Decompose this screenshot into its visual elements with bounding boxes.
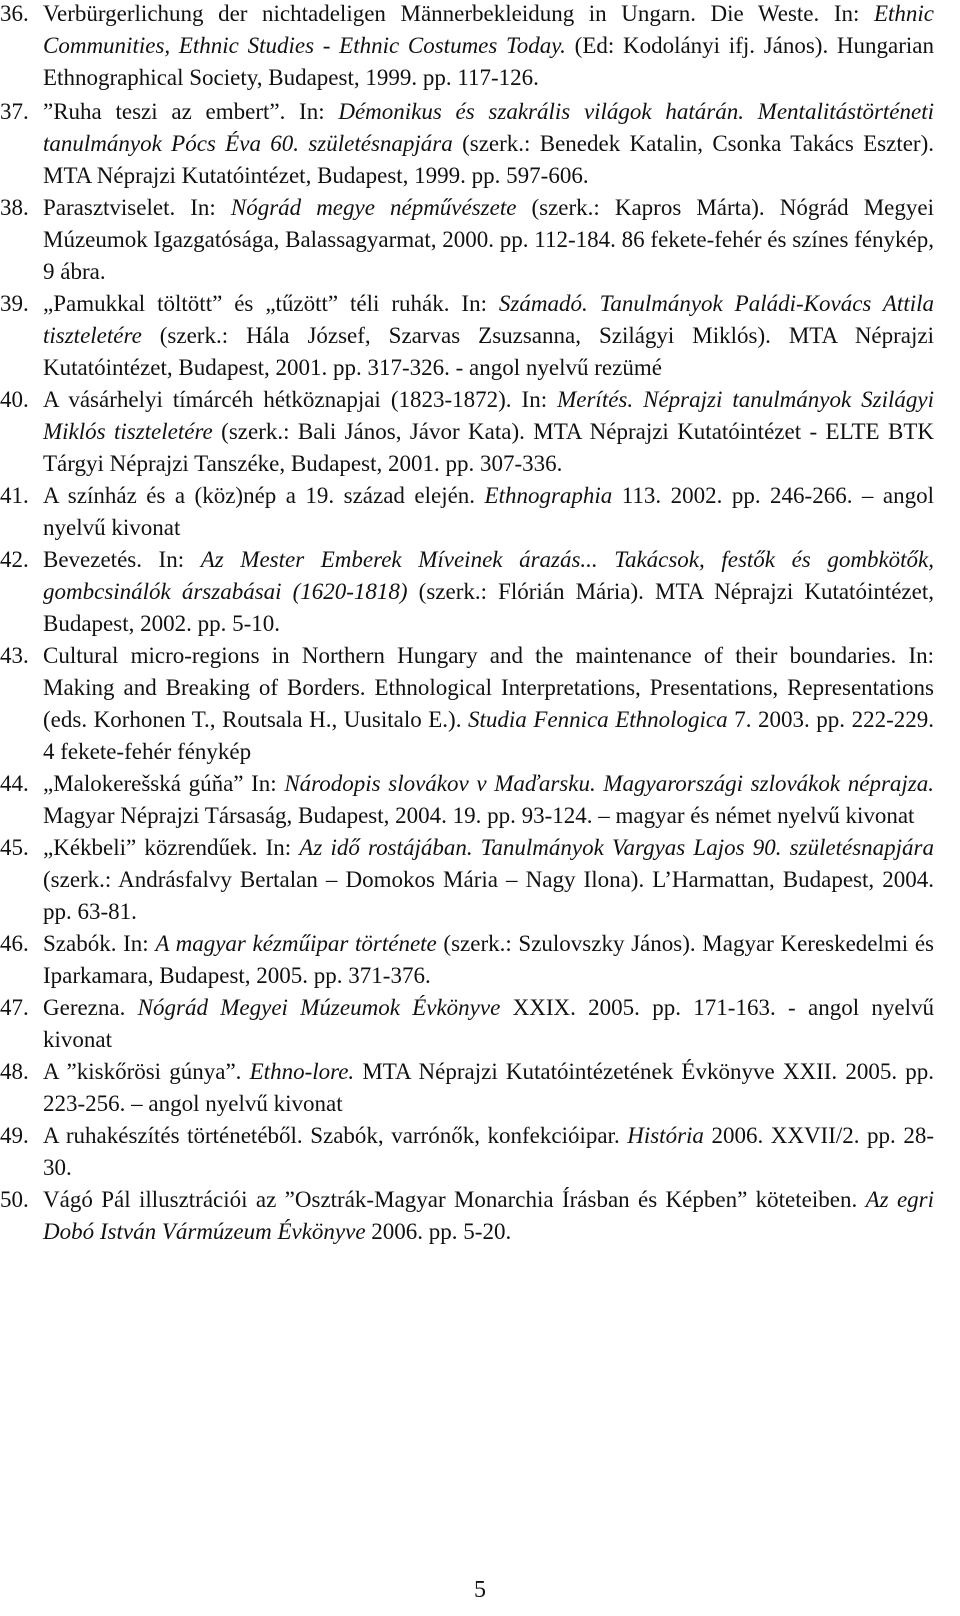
entry-text: 2006. pp. 5-20. [365, 1219, 512, 1244]
entry-text: Verbürgerlichung der nichtadeligen Männerbekleidung in Ungarn. Die Weste. In: [43, 1, 874, 26]
bibliography-entry [0, 832, 960, 928]
entry-title-italic: Démonikus és szakrális világok határán. Mentalitástörténeti tanulmányok Pócs Éva 60. születésnapjára [43, 99, 934, 156]
entry-number: 49. [0, 1123, 29, 1148]
entry-text: (szerk.: Benedek Katalin, Csonka Takács Eszter). MTA Néprajzi Kutatóintézet, Budapest, 1999. pp. 597-606. [43, 131, 934, 188]
entry-number: 48. [0, 1059, 29, 1084]
entry-number: 45. [0, 835, 29, 860]
entry-text: (szerk.: Andrásfalvy Bertalan – Domokos Mária – Nagy Ilona). L’Harmattan, Budapest, 2004. pp. 63-81. [43, 867, 934, 924]
entry-number: 42. [0, 547, 29, 572]
entry-text: Parasztviselet. In: [43, 195, 231, 220]
entry-text: A ”kiskőrösi gúnya”. [43, 1059, 250, 1084]
entry-title-italic: Nógrád Megyei Múzeumok Évkönyve [137, 995, 501, 1020]
bibliography-entry [0, 992, 960, 1056]
entry-number: 50. [0, 1187, 29, 1212]
entry-text: Vágó Pál illusztrációi az ”Osztrák-Magyar Monarchia Írásban és Képben” köteteiben. [43, 1187, 866, 1212]
entry-text: (Ed: Kodolányi ifj. János). Hungarian Ethnographical Society, Budapest, 1999. pp. 117-126. [43, 33, 934, 90]
entry-title-italic: Számadó. Tanulmányok Paládi-Kovács Attila tiszteletére [43, 291, 934, 348]
entry-text: ”Ruha teszi az embert”. In: [43, 99, 339, 124]
entry-text: (szerk.: Flórián Mária). MTA Néprajzi Kutatóintézet, Budapest, 2002. pp. 5-10. [43, 579, 934, 636]
entry-text: A ruhakészítés történetéből. Szabók, varrónők, konfekcióipar. [43, 1123, 628, 1148]
entry-text: 2006. XXVII/2. pp. 28-30. [43, 1123, 934, 1180]
entry-title-italic: A magyar kézműipar története [155, 931, 437, 956]
entry-text: Szabók. In: [43, 931, 156, 956]
entry-number: 41. [0, 483, 29, 508]
entry-title-italic: Nógrád megye népművészete [230, 195, 517, 220]
entry-text: Gerezna. [43, 995, 138, 1020]
entry-text: (szerk.: Bali János, Jávor Kata). MTA Néprajzi Kutatóintézet - ELTE BTK Tárgyi Néprajzi Tanszéke, Budapest, 2001. pp. 307-336. [43, 419, 934, 476]
entry-number: 47. [0, 995, 29, 1020]
entry-number: 37. [0, 99, 29, 124]
entry-text: MTA Néprajzi Kutatóintézetének Évkönyve XXII. 2005. pp. 223-256. – angol nyelvű kivonat [43, 1059, 935, 1116]
entry-text: 7. 2003. pp. 222-229. 4 fekete-fehér fénykép [43, 707, 934, 764]
entry-text: A színház és a (köz)nép a 19. század elején. [43, 483, 485, 508]
page-number: 5 [474, 1577, 486, 1603]
bibliography-entry [0, 384, 960, 480]
entry-text: Bevezetés. In: [43, 547, 201, 572]
entry-text: (szerk.: Hála József, Szarvas Zsuzsanna, Szilágyi Miklós). MTA Néprajzi Kutatóintézet, Budapest, 2001. pp. 317-326. - angol nyelvű rezümé [43, 323, 934, 380]
bibliography-entry [0, 544, 960, 640]
entry-number: 44. [0, 771, 29, 796]
entry-title-italic: Ethno-lore. [249, 1059, 355, 1084]
entry-title-italic: Az Mester Emberek Míveinek árazás... Takácsok, festők és gombkötők, gombcsinálók árszabásai (1620-1818) [43, 547, 934, 604]
entry-title-italic: Ethnic Communities, Ethnic Studies - Ethnic Costumes Today. [43, 1, 934, 58]
entry-text: „Kékbeli” közrendűek. In: [43, 835, 300, 860]
bibliography-entry [0, 640, 960, 768]
entry-number: 46. [0, 931, 29, 956]
entry-title-italic: Az egri Dobó István Vármúzeum Évkönyve [43, 1187, 934, 1244]
entry-number: 40. [0, 387, 29, 412]
entry-title-italic: Az idő rostájában. Tanulmányok Vargyas Lajos 90. születésnapjára [299, 835, 934, 860]
entry-title-italic: Merítés. Néprajzi tanulmányok Szilágyi Miklós tiszteletére [43, 387, 934, 444]
bibliography-entry [0, 480, 960, 544]
entry-number: 36. [0, 1, 29, 26]
entry-title-italic: Studia Fennica Ethnologica [468, 707, 728, 732]
bibliography-entry [0, 96, 960, 192]
entry-text: 113. 2002. pp. 246-266. – angol nyelvű kivonat [43, 483, 935, 540]
entry-text: XXIX. 2005. pp. 171-163. - angol nyelvű kivonat [43, 995, 934, 1052]
entry-text: Cultural micro-regions in Northern Hungary and the maintenance of their boundaries. In: Making and Breaking of Borders. Ethnological Interpretations, Presentations, Representations (eds. Korhonen T., Routsala H., Uusitalo E.). [43, 643, 934, 732]
entry-text: Magyar Néprajzi Társaság, Budapest, 2004. 19. pp. 93-124. – magyar és német nyelvű kivonat [43, 803, 915, 828]
entry-number: 39. [0, 291, 29, 316]
bibliography-entry [0, 192, 960, 288]
entry-text: „Malokerešská gúňa” In: [43, 771, 285, 796]
bibliography-entry [0, 1120, 960, 1184]
entry-title-italic: História [627, 1123, 704, 1148]
entry-number: 43. [0, 643, 29, 668]
entry-text: „Pamukkal töltött” és „tűzött” téli ruhák. In: [43, 291, 499, 316]
bibliography-entry [0, 0, 960, 94]
entry-text: A vásárhelyi tímárcéh hétköznapjai (1823-1872). In: [43, 387, 558, 412]
bibliography-entry [0, 1184, 960, 1248]
bibliography-entry [0, 768, 960, 832]
bibliography-entry [0, 288, 960, 384]
entry-title-italic: Národopis slovákov v Maďarsku. Magyarországi szlovákok néprajza. [284, 771, 934, 796]
bibliography-entry [0, 928, 960, 992]
entry-text: (szerk.: Kapros Márta). Nógrád Megyei Múzeumok Igazgatósága, Balassagyarmat, 2000. pp. 112-184. 86 fekete-fehér és színes fénykép, 9 ábra. [43, 195, 934, 284]
entry-text: (szerk.: Szulovszky János). Magyar Kereskedelmi és Iparkamara, Budapest, 2005. pp. 371-376. [43, 931, 934, 988]
entry-number: 38. [0, 195, 29, 220]
bibliography-entry [0, 1056, 960, 1120]
entry-title-italic: Ethnographia [484, 483, 613, 508]
